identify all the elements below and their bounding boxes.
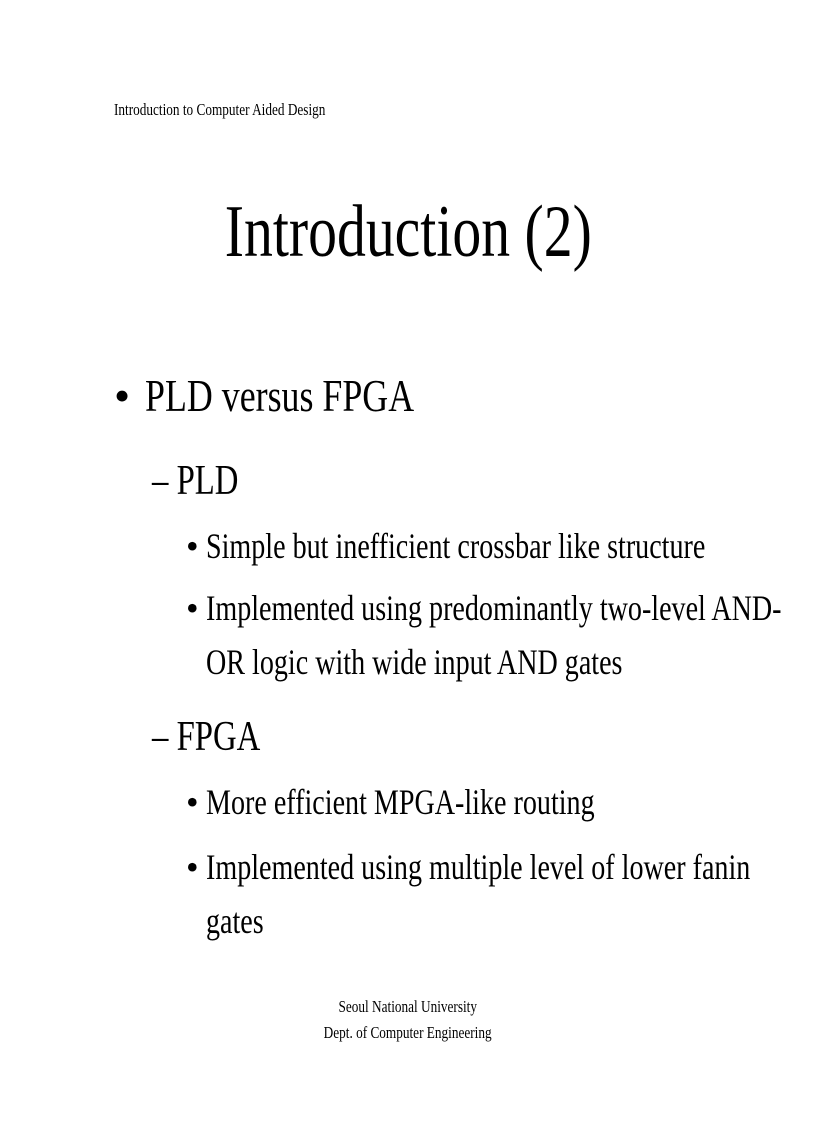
fpga-item-2-line2: gates <box>206 901 264 941</box>
bullet-icon: • <box>186 782 199 822</box>
pld-item-2-line2: OR logic with wide input AND gates <box>206 642 623 682</box>
bullet-icon: • <box>186 588 199 628</box>
course-title: Introduction to Computer Aided Design <box>114 100 326 119</box>
course-header <box>114 100 385 120</box>
dash-icon: – <box>152 714 169 760</box>
main-point-text: PLD versus FPGA <box>145 370 415 421</box>
dash-icon: – <box>152 458 169 504</box>
footer <box>0 994 816 1046</box>
bullet-icon: • <box>186 847 199 887</box>
footer-department: Dept. of Computer Engineering <box>324 1023 492 1042</box>
subheading-fpga <box>152 712 291 762</box>
subheading-fpga-label: FPGA <box>176 714 261 760</box>
subheading-pld-label: PLD <box>176 458 239 504</box>
slide-title: Introduction (2) <box>224 191 592 273</box>
pld-item-2-line1: Implemented using predominantly two-level AND- <box>206 588 782 628</box>
fpga-item-2-line1: Implemented using multiple level of lower fanin <box>206 847 751 887</box>
bullet-icon: • <box>186 526 199 566</box>
fpga-item-1-text: More efficient MPGA-like routing <box>206 782 595 822</box>
pld-item-1-text: Simple but inefficient crossbar like structure <box>206 526 706 566</box>
footer-university: Seoul National University <box>338 997 478 1016</box>
bullet-icon: • <box>114 370 131 421</box>
subheading-pld <box>152 456 263 506</box>
